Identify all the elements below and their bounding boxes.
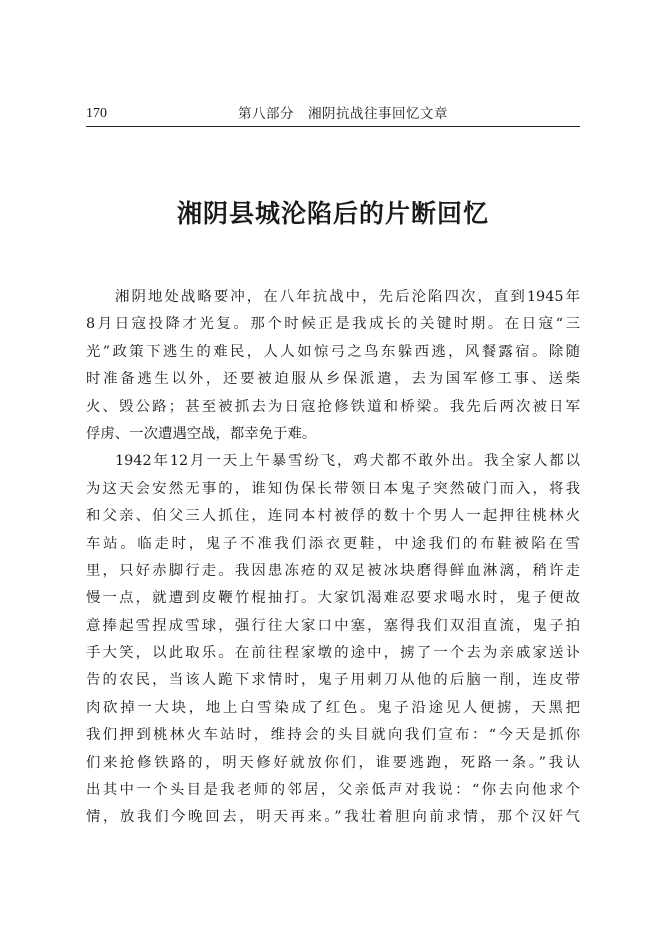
text-line: 为这天会安然无事的，谁知伪保长带领日本鬼子突然破门而入，将我 — [86, 480, 580, 497]
text-line: 出其中一个头目是我老师的邻居，父亲低声对我说：“你去向他求个 — [86, 782, 580, 799]
text-line: 8月日寇投降才光复。那个时候正是我成长的关键时期。在日寇“三 — [86, 316, 580, 333]
text-line: 湘阴地处战略要冲，在八年抗战中，先后沦陷四次，直到1945年 — [115, 289, 580, 305]
text-line: 慢一点，就遭到皮鞭竹棍抽打。大家饥渴难忍要求喝水时，鬼子便故 — [86, 590, 580, 607]
text-line: 时准备逃生以外，还要被迫服从乡保派遣，去为国军修工事、送柴 — [86, 371, 580, 388]
text-line: 1942年12月一天上午暴雪纷飞，鸡犬都不敢外出。我全家人都以 — [115, 453, 580, 470]
text-line: 俘虏、一次遭遇空战，都幸免于难。 — [86, 425, 317, 442]
text-line: 光”政策下逃生的难民，人人如惊弓之鸟东躲西逃，风餐露宿。除随 — [86, 343, 580, 360]
text-line: 和父亲、伯父三人抓住，连同本村被俘的数十个男人一起押往桃林火 — [86, 508, 580, 525]
text-line: 情，放我们今晚回去，明天再来。”我壮着胆向前求情，那个汉奸气 — [86, 809, 580, 826]
article-body — [86, 284, 580, 832]
text-line: 里，只好赤脚行走。我因患冻疮的双足被冰块磨得鲜血淋漓，稍许走 — [86, 562, 580, 579]
text-line: 我们押到桃林火车站时，维持会的头目就向我们宣布：“今天是抓你 — [86, 727, 580, 744]
text-line: 们来抢修铁路的，明天修好就放你们，谁要逃跑，死路一条。”我认 — [86, 754, 580, 771]
text-line: 告的农民，当该人跪下求情时，鬼子用刺刀从他的后脑一削，连皮带 — [86, 672, 580, 689]
text-line: 肉砍掉一大块，地上白雪染成了红色。鬼子沿途见人便掳，天黑把 — [86, 699, 580, 716]
text-line: 手大笑，以此取乐。在前往程家墩的途中，掳了一个去为亲戚家送讣 — [86, 645, 580, 662]
section-header: 第八部分 湘阴抗战往事回忆文章 — [238, 106, 448, 122]
text-line: 车站。临走时，鬼子不准我们添衣更鞋，中途我们的布鞋被陷在雪 — [86, 535, 580, 552]
page-number: 170 — [86, 106, 107, 121]
text-line: 火、毁公路；甚至被抓去为日寇抢修铁道和桥梁。我先后两次被日军 — [86, 398, 580, 415]
article-title: 湘阴县城沦陷后的片断回忆 — [176, 199, 489, 228]
running-header — [86, 104, 580, 127]
text-line: 意捧起雪捏成雪球，强行往大家口中塞，塞得我们双泪直流，鬼子拍 — [86, 617, 580, 634]
